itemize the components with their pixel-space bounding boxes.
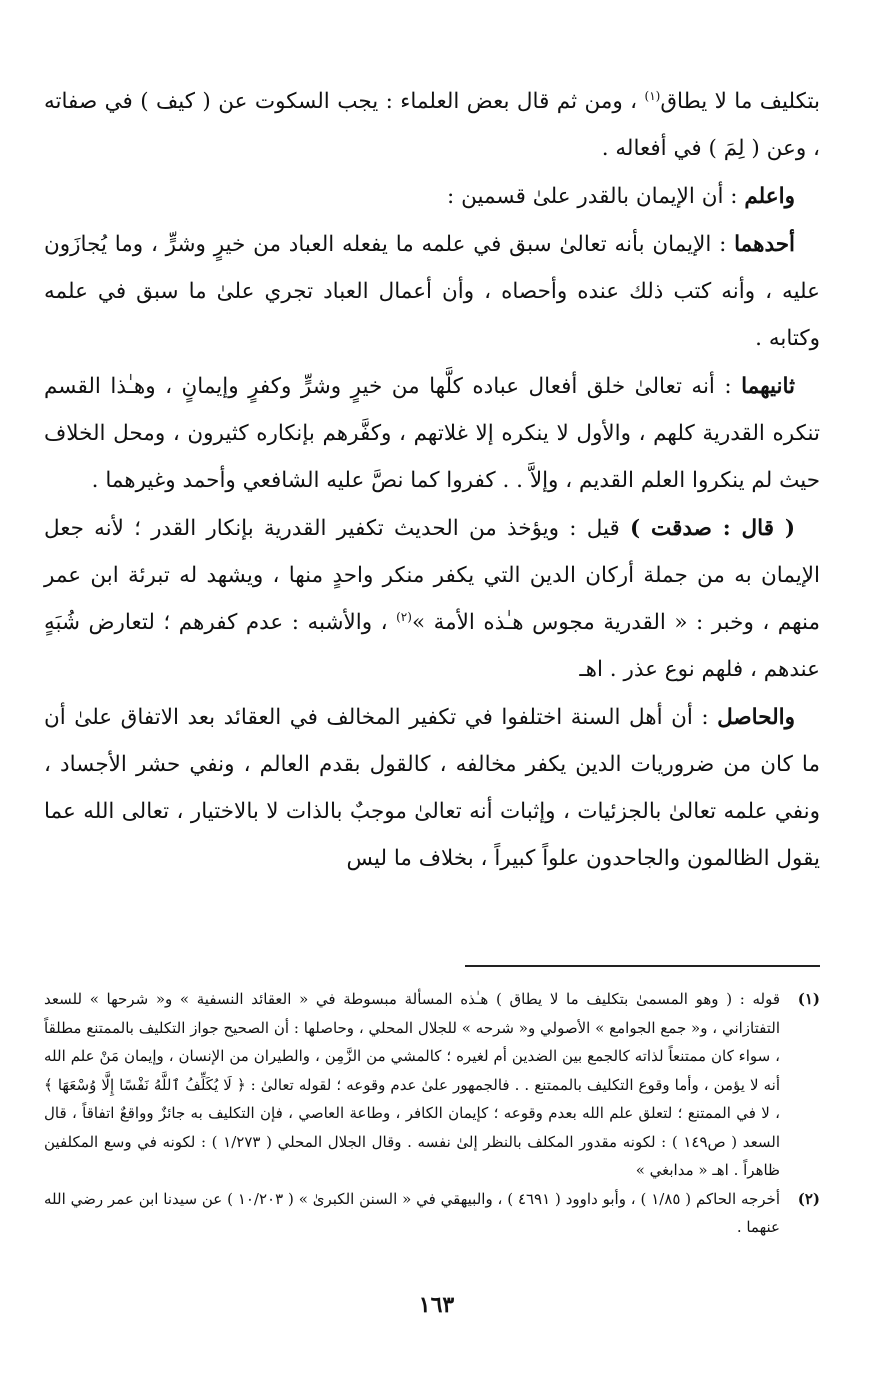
footnote-1-text: قوله : ( وهو المسمىٰ بتكليف ما لا يطاق ) هـٰذه المسألة مبسوطة في « العقائد النسفية » و« شرحها » للسعد التفتازاني ، و« جمع الجوامع » الأصولي و« شرحه » للجلال المحلي ، وحاصلها : أن الصحيح جواز التكليف بالممتنع مطلقاً ، سواء كان ممتنعاً لذاته كالجمع بين الضدين أم لغيره ؛ كالمشي من الزَّمِن ، والطيران من الإنسان ، وإيمان مَنْ علم الله أنه لا يؤمن ، وأما وقوع التكليف بالممتنع . . فالجمهور علىٰ عدم وقوعه ؛ لقوله تعالىٰ : ﴿ لَا يُكَلِّفُ ٱللَّهُ نَفْسًا إِلَّا وُسْعَهَا ﴾ ، لا في الممتنع ؛ لتعلق علم الله بعدم وقوعه ؛ كإيمان الكافر ، وطاعة العاصي ، فإن التكليف به جائزٌ وواقعٌ اتفاقاً ، قال السعد ( ص١٤٩ ) : لكونه مقدور المكلف بالنظر إلىٰ نفسه . وقال الجلال المحلي ( ١/٢٧٣ ) : لكونه في وسع المكلفين ظاهراً . اهـ « مدابغي » [44,990,780,1179]
footnote-1 [44,985,820,1185]
paragraph-5 [44,505,820,693]
footnote-1-number: (١) [797,990,820,1008]
paragraph-6-lead: والحاصل [717,705,795,730]
paragraph-4-text: : أنه تعالىٰ خلق أفعال عباده كلَّها من خيرٍ وشرٍّ وكفرٍ وإيمانٍ ، وهـٰذا القسم تنكره القدرية كلهم ، والأول لا ينكره إلا غلاتهم ، وكفَّرهم بإنكاره كثيرون ، ومحل الخلاف حيث لم ينكروا العلم القديم ، وإلاَّ . . كفروا كما نصَّ عليه الشافعي وأحمد وغيرهما . [44,374,820,493]
footnote-ref-2: (٢) [396,609,412,624]
paragraph-6-text: : أن أهل السنة اختلفوا في تكفير المخالف في العقائد بعد الاتفاق علىٰ أن ما كان من ضروريات الدين يكفر مخالفه ، كالقول بقدم العالم ، ونفي حشر الأجساد ، ونفي علمه تعالىٰ بالجزئيات ، وإثبات أنه تعالىٰ موجبٌ بالذات لا بالاختيار ، تعالى الله عما يقول الظالمون والجاحدون علواً كبيراً ، بخلاف ما ليس [44,705,820,871]
page-body [44,78,820,883]
footnote-2-number: (٢) [797,1189,820,1208]
paragraph-4 [44,363,820,504]
paragraph-3-lead: أحدهما [734,232,795,257]
footnote-ref-1: (١) [644,88,661,103]
paragraph-4-lead: ثانيهما [741,374,795,399]
paragraph-3 [44,221,820,362]
paragraph-6 [44,694,820,882]
footnote-separator [465,965,820,967]
paragraph-1 [44,78,820,172]
paragraph-1-text: ، ومن ثم قال بعض العلماء : يجب السكوت عن ( كيف ) في صفاته ، وعن ( لِمَ ) في أفعاله . [44,89,820,161]
paragraph-2-lead: واعلم [744,184,795,209]
paragraph-5-text-before: قيل : ويؤخذ من الحديث تكفير القدرية بإنكار القدر ؛ لأنه جعل الإيمان به من جملة أركان الدين التي يكفر منكر واحدٍ منها ، ويشهد له تبرئة ابن عمر منهم ، وخبر : « القدرية مجوس هـٰذه الأمة » [44,516,820,635]
footnote-2-text: أخرجه الحاكم ( ١/٨٥ ) ، وأبو داوود ( ٤٦٩١ ) ، والبيهقي في « السنن الكبرىٰ » ( ١٠/٢٠٣ ) عن سيدنا ابن عمر رضي الله عنهما . [44,1189,780,1236]
page-number: ١٦٣ [418,1292,455,1318]
footnotes [44,985,820,1242]
paragraph-2 [44,173,820,220]
paragraph-1-text-before: بتكليف ما لا يطاق [660,89,821,114]
paragraph-5-text: ، والأشبه : عدم كفرهم ؛ لتعارض شُبَهٍ عندهم ، فلهم نوع عذر . اهـ [44,610,820,682]
paragraph-5-lead: ( قال : صدقت ) [629,516,795,541]
footnote-2 [44,1185,820,1242]
paragraph-2-text: : أن الإيمان بالقدر علىٰ قسمين : [447,184,745,209]
paragraph-3-text: : الإيمان بأنه تعالىٰ سبق في علمه ما يفعله العباد من خيرٍ وشرٍّ ، وما يُجازَون عليه ، وأنه كتب ذلك عنده وأحصاه ، وأن أعمال العباد تجري علىٰ ما سبق في علمه وكتابه . [44,232,820,351]
